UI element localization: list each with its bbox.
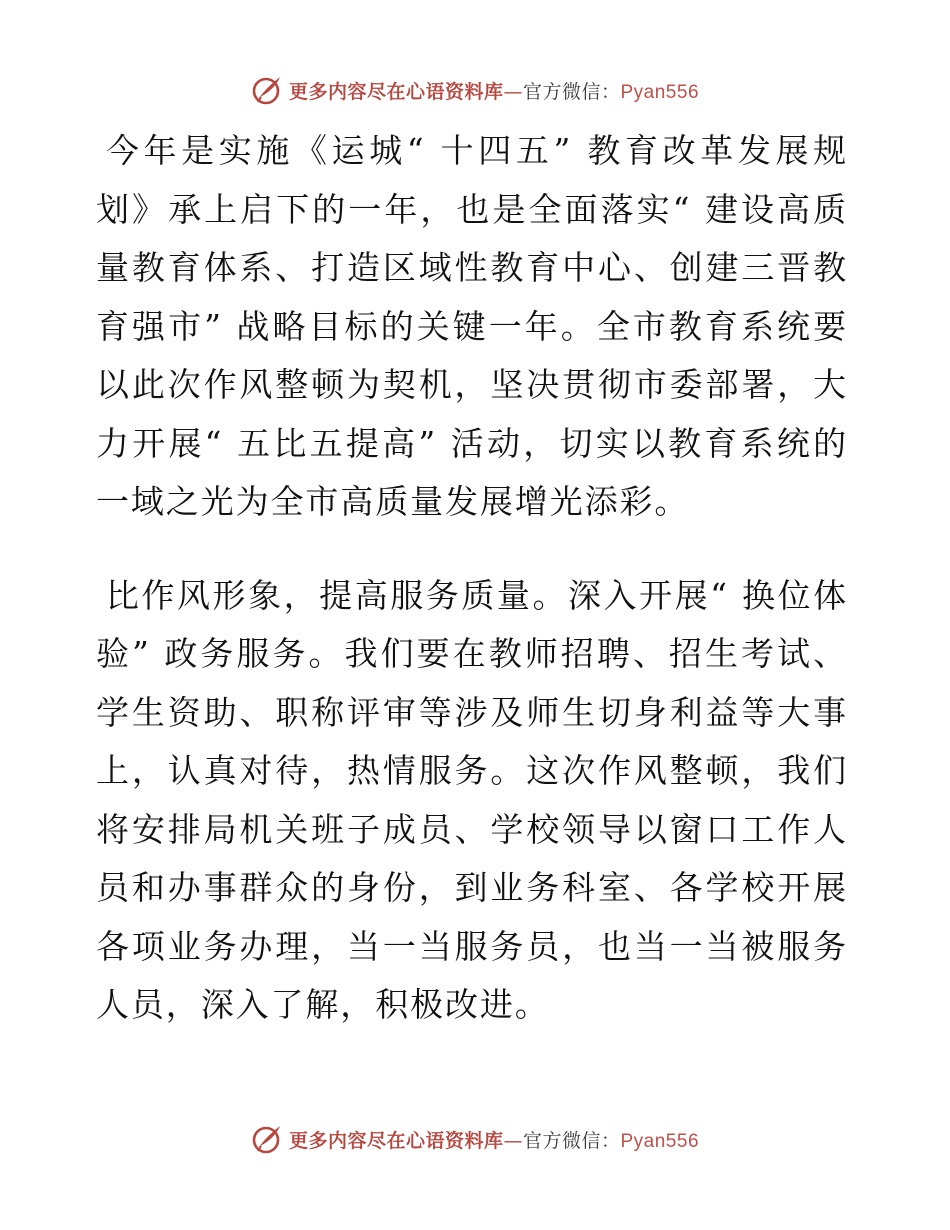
footer-wechat-id: Pyan556: [620, 1130, 700, 1152]
header-wechat-label: 官方微信：: [522, 80, 621, 103]
quill-circle-logo-icon: [251, 74, 283, 106]
header-banner-text: [289, 77, 699, 104]
paragraph-2: 比作风形象，提高服务质量。深入开展“ 换位体验” 政务服务。我们要在教师招聘、招生考试、学生资助、职称评审等涉及师生切身利益等大事上，认真对待，热情服务。这次作风整顿，我们将安排局机关班子成员、学校领导以窗口工作人员和办事群众的身份，到业务科室、各学校开展各项业务办理，当一当服务员，也当一当被服务人员，深入了解，积极改进。: [96, 575, 848, 1024]
footer-banner-text: [289, 1126, 699, 1153]
footer-brand-text: 更多内容尽在心语资料库: [288, 1129, 504, 1152]
quill-circle-logo-icon: [251, 1123, 283, 1155]
header-banner: [0, 72, 950, 108]
footer-banner: [0, 1121, 950, 1157]
footer-wechat-label: 官方微信：: [522, 1129, 621, 1152]
header-wechat-id: Pyan556: [620, 81, 700, 103]
document-body: [96, 122, 848, 1035]
header-separator: —: [503, 80, 523, 103]
paragraph-1: 今年是实施《运城“ 十四五” 教育改革发展规划》承上启下的一年，也是全面落实“ 建设高质量教育体系、打造区域性教育中心、创建三晋教育强市” 战略目标的关键一年。全市教育系统要以此次作风整顿为契机，坚决贯彻市委部署，大力开展“ 五比五提高” 活动，切实以教育系统的一域之光为全市高质量发展增光添彩。: [96, 131, 848, 521]
footer-separator: —: [503, 1129, 523, 1152]
header-brand-text: 更多内容尽在心语资料库: [288, 80, 504, 103]
